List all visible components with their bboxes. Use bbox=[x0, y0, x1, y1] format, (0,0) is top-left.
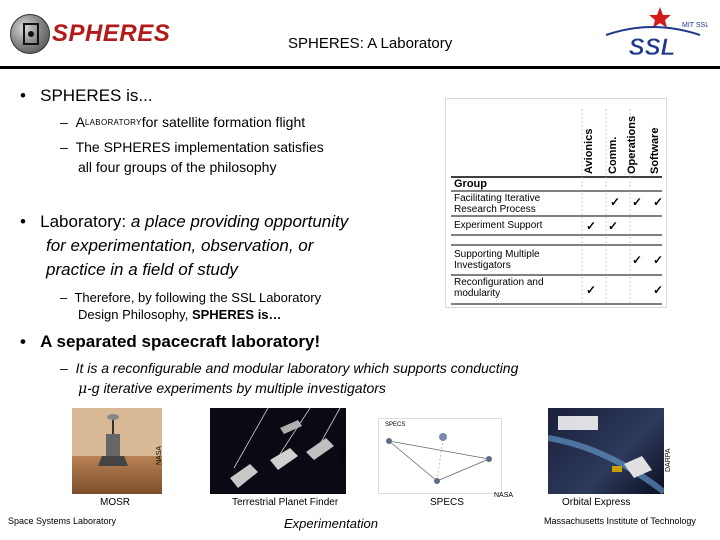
ssl-logo-small-text: MIT SSL bbox=[682, 22, 708, 29]
bullet-3-sub: – It is a reconfigurable and modular laboratory which supports conducting bbox=[60, 360, 519, 376]
bullet-2-sub-line-2: Design Philosophy, bbox=[78, 307, 189, 322]
check-r1-ops: ✓ bbox=[632, 195, 643, 209]
footer-institution: Massachusetts Institute of Technology bbox=[544, 516, 696, 526]
orbital-express-photo bbox=[548, 408, 664, 494]
bullet-2-def-1: a place providing opportunity bbox=[130, 212, 349, 231]
bullet-1-sub-2: – The SPHERES implementation satisfies bbox=[60, 139, 324, 155]
bullet-2-def-2: for experimentation, observation, or bbox=[46, 236, 314, 255]
bullet-3: • A separated spacecraft laboratory! bbox=[20, 332, 321, 351]
tpf-photo bbox=[210, 408, 346, 494]
check-r1-sw: ✓ bbox=[653, 195, 664, 209]
sub-1-suffix: for satellite formation flight bbox=[141, 114, 306, 130]
mosr-caption: MOSR bbox=[100, 497, 130, 508]
bullet-2: • Laboratory: a place providing opportunity bbox=[20, 212, 349, 231]
row-1-label-line-2: Research Process bbox=[454, 204, 536, 215]
bullet-1-sub-2-cont: all four groups of the philosophy bbox=[78, 159, 277, 175]
row-3-label-line-1: Supporting Multiple bbox=[454, 249, 540, 260]
svg-text:SSL: SSL bbox=[628, 34, 676, 61]
check-r3-ops: ✓ bbox=[632, 253, 643, 267]
specs-tag: NASA bbox=[494, 492, 514, 499]
bullet-2-sub-line-1: Therefore, by following the SSL Laboratory bbox=[74, 290, 322, 305]
row-1-label-line-1: Facilitating Iterative bbox=[454, 193, 541, 204]
check-r2-comm: ✓ bbox=[608, 219, 619, 233]
spheres-logo-text: SPHERES bbox=[52, 20, 171, 47]
bullet-2-sub-bold: SPHERES is… bbox=[191, 307, 282, 322]
check-r3-sw: ✓ bbox=[653, 253, 664, 267]
col-header-operations: Operations bbox=[626, 115, 638, 174]
sub-2-line-1: The SPHERES implementation satisfies bbox=[75, 139, 324, 155]
mosr-photo bbox=[72, 408, 162, 494]
bullet-3-sub-line-2: -g iterative experiments by multiple investigators bbox=[87, 380, 386, 396]
philosophy-table bbox=[445, 98, 667, 308]
check-r1-comm: ✓ bbox=[610, 195, 621, 209]
footer-lab-name: Space Systems Laboratory bbox=[8, 516, 117, 526]
tpf-tag: NASA bbox=[340, 445, 347, 465]
laboratory-caps: LABORATORY bbox=[84, 118, 142, 127]
footer-section-title: Experimentation bbox=[284, 516, 378, 531]
specs-diagram bbox=[378, 418, 502, 494]
bullet-2-sub-cont bbox=[78, 307, 282, 323]
col-header-comm: Comm. bbox=[607, 136, 619, 174]
bullet-2-label: Laboratory: bbox=[40, 212, 127, 231]
tpf-caption: Terrestrial Planet Finder bbox=[232, 497, 339, 508]
slide-title: SPHERES: A Laboratory bbox=[288, 35, 453, 52]
bullet-1: • SPHERES is... bbox=[20, 86, 153, 105]
mit-ssl-logo bbox=[596, 5, 708, 61]
header-divider bbox=[0, 66, 720, 69]
bullet-3-sub-line-1: It is a reconfigurable and modular laboratory which supports conducting bbox=[75, 360, 519, 376]
bullet-2-def-3: practice in a field of study bbox=[46, 260, 238, 279]
row-4-label-line-2: modularity bbox=[454, 288, 501, 299]
bullet-1-text: SPHERES is... bbox=[40, 86, 153, 105]
group-header: Group bbox=[454, 178, 487, 190]
bullet-3-sub-cont bbox=[78, 379, 386, 398]
spheres-logo-ball bbox=[10, 14, 50, 54]
bullet-1-sub-1: – ALABORATORYfor satellite formation flight bbox=[60, 114, 306, 130]
bullet-3-text: A separated spacecraft laboratory! bbox=[40, 332, 321, 351]
row-3-label-line-2: Investigators bbox=[454, 260, 511, 271]
specs-caption: SPECS bbox=[430, 497, 464, 508]
mosr-tag: NASA bbox=[156, 445, 163, 465]
specs-inner-label: SPECS bbox=[385, 422, 406, 428]
row-4-label-line-1: Reconfiguration and bbox=[454, 277, 544, 288]
check-r2-avionics: ✓ bbox=[586, 219, 597, 233]
row-2-label: Experiment Support bbox=[454, 220, 543, 231]
sub-1-prefix: A bbox=[75, 114, 85, 130]
col-header-avionics: Avionics bbox=[583, 128, 595, 174]
col-header-software: Software bbox=[649, 127, 661, 174]
bullet-2-sub: – Therefore, by following the SSL Laboratory bbox=[60, 290, 322, 305]
check-r4-sw: ✓ bbox=[653, 283, 664, 297]
orbital-express-caption: Orbital Express bbox=[562, 497, 631, 508]
check-r4-avionics: ✓ bbox=[586, 283, 597, 297]
mu-symbol: μ bbox=[78, 381, 88, 397]
orbital-express-tag: DARPA bbox=[665, 448, 672, 472]
